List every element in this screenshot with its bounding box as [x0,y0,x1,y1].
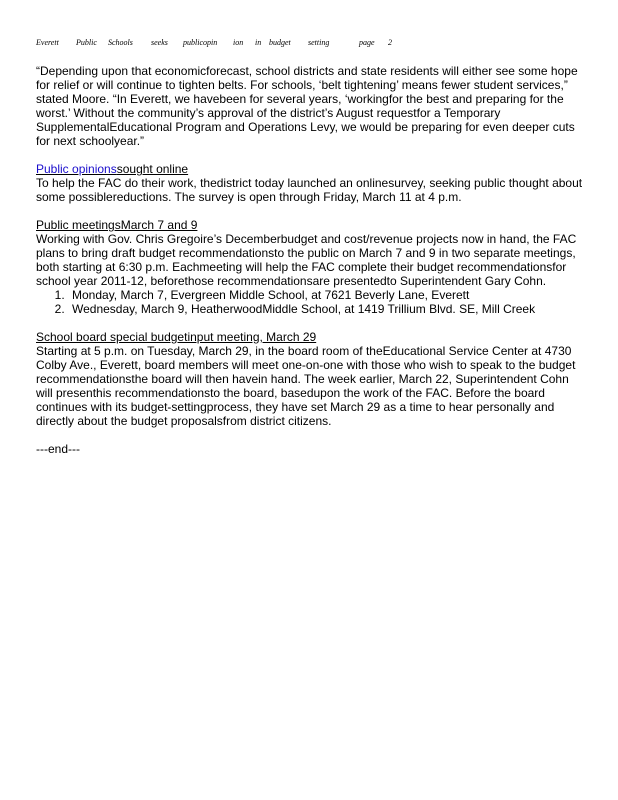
header-word: in [255,38,262,47]
board-section [36,330,586,428]
survey-heading [36,162,586,176]
intro-paragraph-block [36,64,586,148]
survey-paragraph: To help the FAC do their work, thedistrict today launched an onlinesurvey, seeking public thought about some possiblereductions. The survey is open through Friday, March 11 at 4 p.m. [36,176,583,204]
intro-paragraph: “Depending upon that economicforecast, school districts and state residents will either see some hope for relief or will continue to tighten belts. For schools, ‘belt tightening’ means fewer student services,” stated Moore. “In Everett, we havebeen for several years, ‘workingfor the best and preparing for the worst.’ Without the community’s approval of the district’s August requestfor a Temporary SupplementalEducational Program and Operations Levy, we would be preparing for even deeper cuts for next schoolyear.” [36,64,578,148]
list-item: 2. Wednesday, March 9, HeatherwoodMiddle School, at 1419 Trillium Blvd. SE, Mill Creek [68,302,586,316]
meetings-list [36,288,586,316]
board-heading: School board special budgetinput meeting, March 29 [36,330,317,344]
header-word: Schools [108,38,133,47]
header-word: budget [269,38,291,47]
board-paragraph: Starting at 5 p.m. on Tuesday, March 29, in the board room of theEducational Service Center at 4730 Colby Ave., Everett, board members will meet one-on-one with those who wish to speak to the budget recommendationsthe board will then havein hand. The week earlier, March 22, Superintendent Cohn will presenthis recommendationsto the board, basedupon the work of the FAC. Before the board continues with its budget-settingprocess, they have set March 29 as a time to hear personally and directly about the budget proposalsfrom district citizens. [36,344,576,428]
header-word: Public [76,38,97,47]
public-opinions-link[interactable]: Public opinions [36,162,117,176]
header-word: publicopin [183,38,218,47]
meetings-paragraph: Working with Gov. Chris Gregoire’s Decemberbudget and cost/revenue projects now in hand, the FAC plans to bring draft budget recommendationsto the public on March 7 and 9 in two separate meetings, both starting at 6:30 p.m. Eachmeeting will help the FAC complete their budget recommendationsfor school year 2011-12, beforethose recommendationsare presentedto Superintendent Gary Cohn. [36,232,577,288]
page-number: 2 [388,38,392,47]
meetings-heading: Public meetingsMarch 7 and 9 [36,218,198,232]
header-word: Everett [36,38,59,47]
survey-heading-rest: sought online [116,162,189,176]
end-marker: ---end--- [36,442,80,456]
list-item: 1. Monday, March 7, Evergreen Middle School, at 7621 Beverly Lane, Everett [68,288,586,302]
meetings-section [36,218,586,316]
header-word: page [359,38,375,47]
header-word: seeks [151,38,168,47]
running-header [36,38,586,52]
header-word: setting [308,38,330,47]
survey-section [36,162,586,204]
header-word: ion [233,38,244,47]
end-marker-block [36,442,586,456]
document-page [36,38,586,470]
